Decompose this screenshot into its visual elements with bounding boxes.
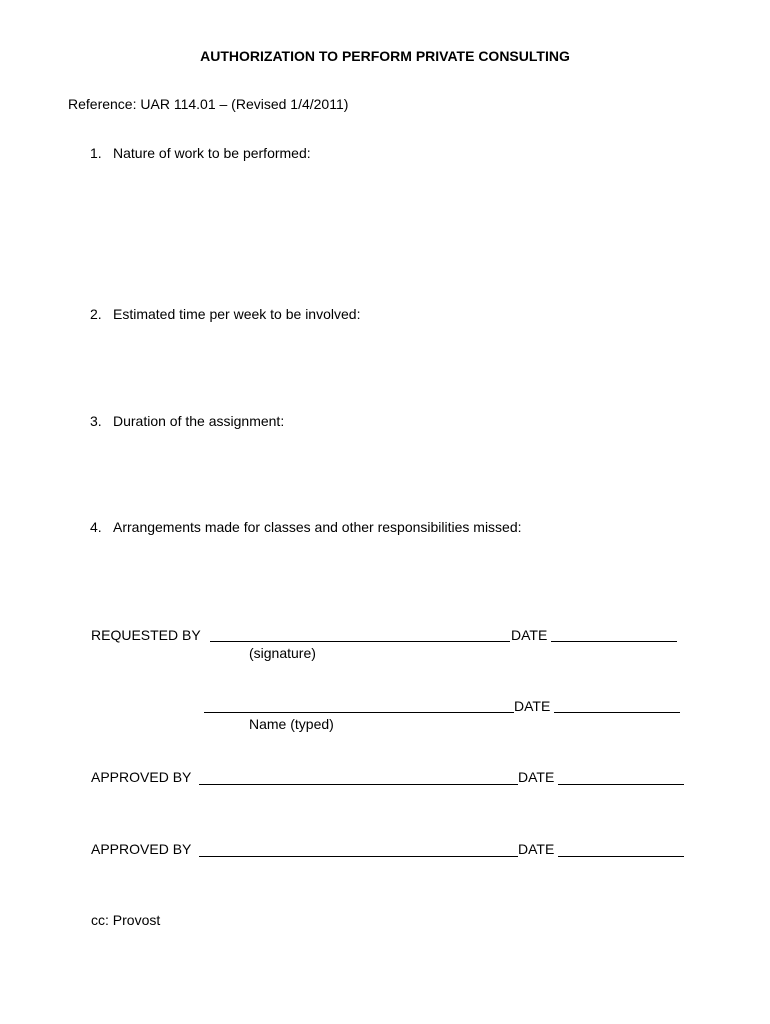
- item-1-number: 1.: [90, 145, 102, 161]
- approved-by-1-label: APPROVED BY: [91, 769, 192, 785]
- requested-by-signature-line[interactable]: [210, 641, 510, 642]
- name-date-label: DATE: [514, 698, 551, 714]
- requested-by-label: REQUESTED BY: [91, 627, 201, 643]
- requested-by-date-line[interactable]: [551, 641, 677, 642]
- item-4-number: 4.: [90, 519, 102, 535]
- item-2-text: Estimated time per week to be involved:: [113, 306, 361, 322]
- form-title: AUTHORIZATION TO PERFORM PRIVATE CONSULTING: [200, 48, 570, 64]
- approved-by-1-date-line[interactable]: [558, 784, 684, 785]
- reference-line: Reference: UAR 114.01 – (Revised 1/4/2011): [68, 96, 349, 112]
- item-3-number: 3.: [90, 413, 102, 429]
- signature-caption: (signature): [249, 645, 316, 661]
- item-1-text: Nature of work to be performed:: [113, 145, 311, 161]
- approved-by-1-signature-line[interactable]: [199, 784, 518, 785]
- cc-line: cc: Provost: [91, 912, 161, 928]
- name-typed-caption: Name (typed): [249, 716, 334, 732]
- item-4-text: Arrangements made for classes and other responsibilities missed:: [113, 519, 522, 535]
- requested-by-date-label: DATE: [511, 627, 548, 643]
- approved-by-2-date-label: DATE: [518, 841, 555, 857]
- name-typed-line[interactable]: [204, 712, 514, 713]
- approved-by-1-date-label: DATE: [518, 769, 555, 785]
- approved-by-2-date-line[interactable]: [558, 856, 684, 857]
- item-3-text: Duration of the assignment:: [113, 413, 285, 429]
- item-2-number: 2.: [90, 306, 102, 322]
- approved-by-2-label: APPROVED BY: [91, 841, 192, 857]
- approved-by-2-signature-line[interactable]: [199, 856, 518, 857]
- name-date-line[interactable]: [554, 712, 680, 713]
